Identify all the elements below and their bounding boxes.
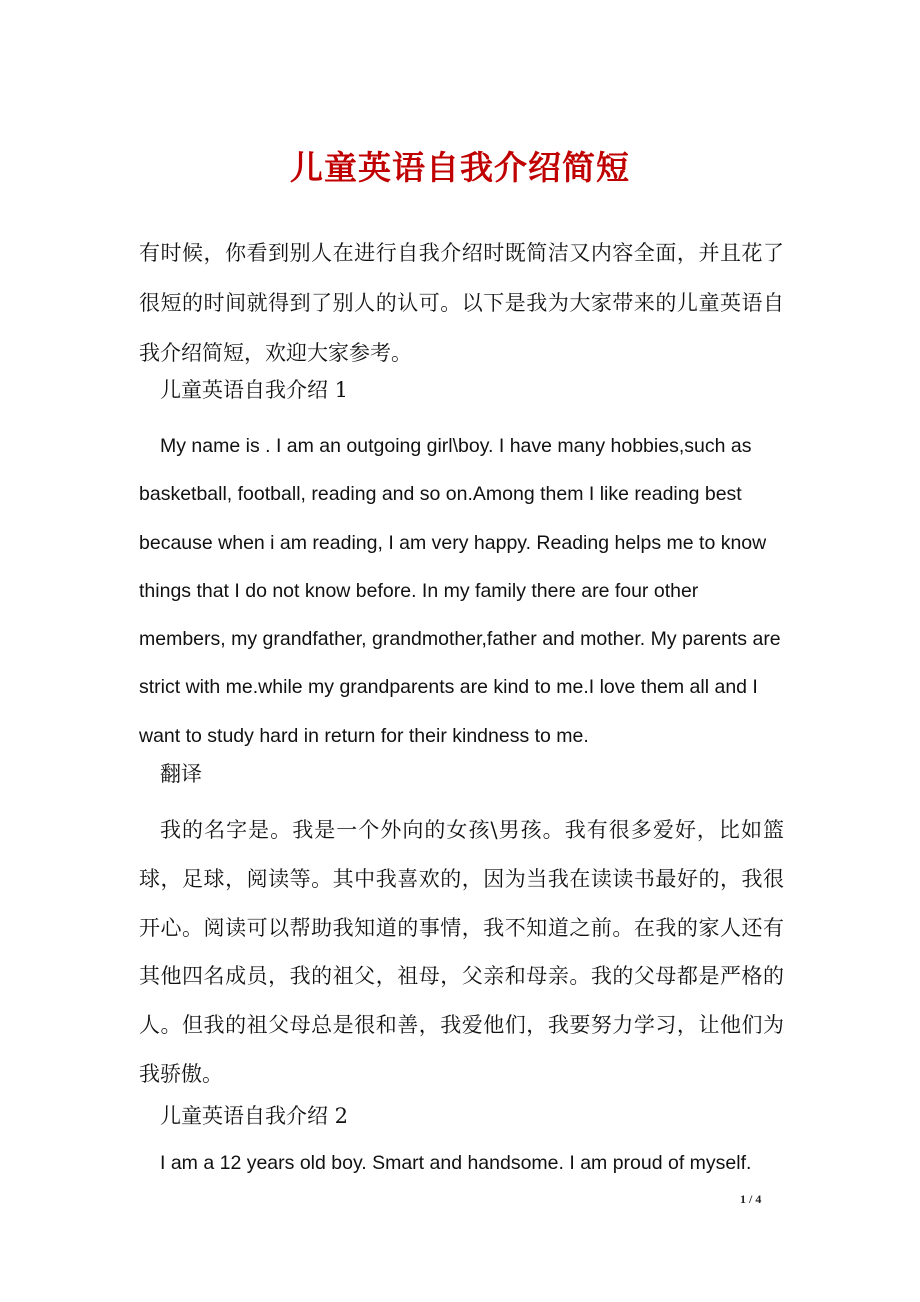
section2-heading: 儿童英语自我介绍 2	[160, 1104, 349, 1128]
page-indicator: 1 / 4	[740, 1192, 762, 1206]
section1-paragraph: My name is . I am an outgoing girl\boy. I have many hobbies,such as basketball, football, reading and so on.Among them I like reading best because when i am reading, I am very happy. Reading helps me to know things that I do not know before. In my family there are four other members, my grandfather, grandmother,father and mother. My parents are strict with me.while my grandparents are kind to me.I love them all and I want to study hard in return for their kindness to me.	[139, 435, 781, 747]
translation-heading: 翻译	[160, 762, 202, 786]
section1-heading: 儿童英语自我介绍 1	[160, 378, 349, 402]
translation-paragraph: 我的名字是。我是一个外向的女孩\男孩。我有很多爱好，比如篮球，足球，阅读等。其中我喜欢的，因为当我在读读书最好的，我很开心。阅读可以帮助我知道的事情，我不知道之前。在我的家人还有其他四名成员，我的祖父，祖母，父亲和母亲。我的父母都是严格的人。但我的祖父母总是很和善，我爱他们，我要努力学习，让他们为我骄傲。	[139, 818, 784, 1086]
intro-paragraph: 有时候，你看到别人在进行自我介绍时既简洁又内容全面，并且花了很短的时间就得到了别人的认可。以下是我为大家带来的儿童英语自我介绍简短，欢迎大家参考。	[139, 241, 784, 365]
document-title: 儿童英语自我介绍简短	[290, 148, 630, 187]
section2-paragraph: I am a 12 years old boy. Smart and handsome. I am proud of myself.	[160, 1152, 752, 1174]
